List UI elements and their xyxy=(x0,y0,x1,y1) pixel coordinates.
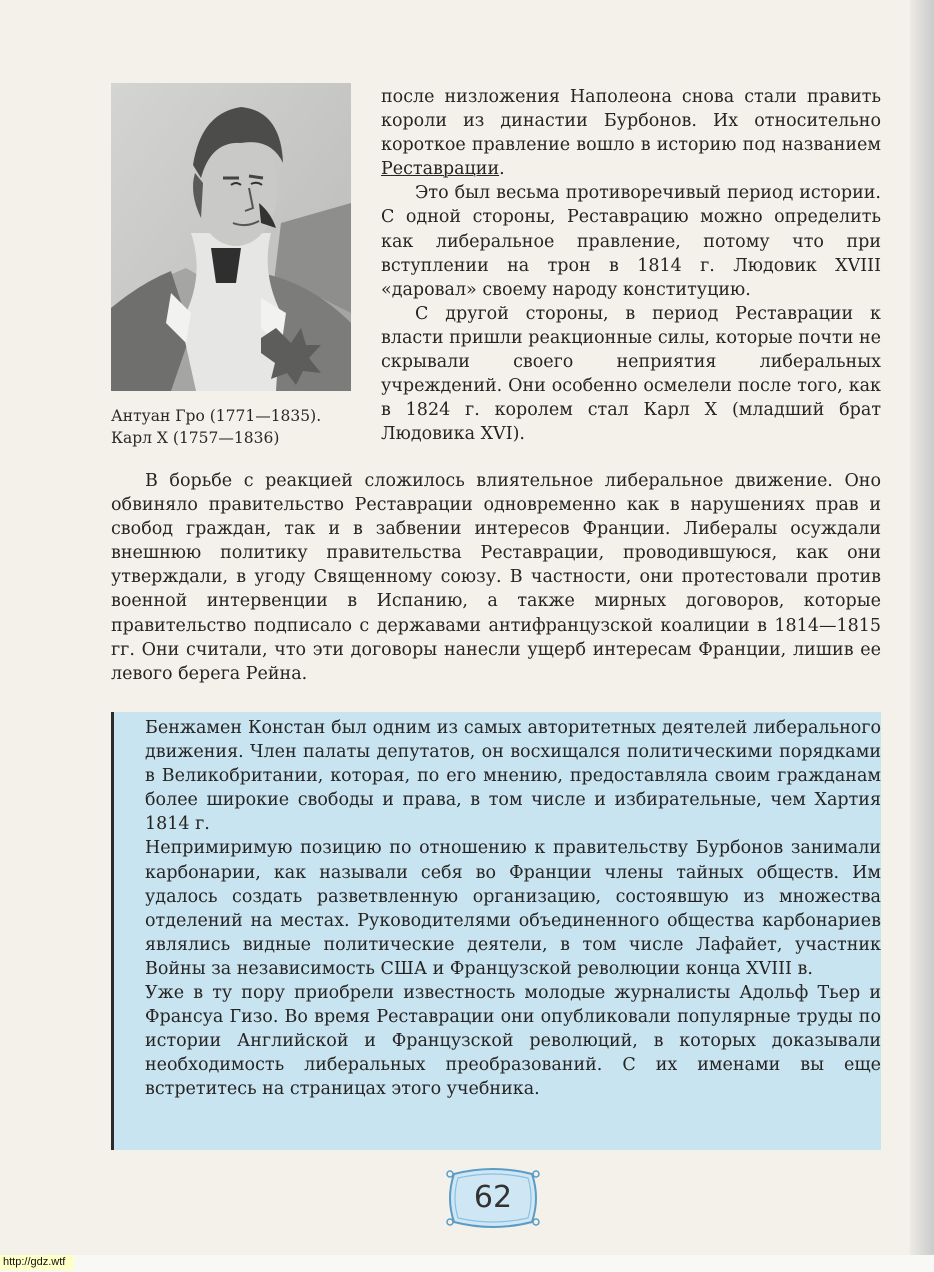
paragraph-reactionary-forces: С другой стороны, в период Реставрации к власти пришли реакционные силы, которые почти не скрывали своего неприятия либеральных учреждений. Они особенно осмелели после того, как в 1824 г. королем стал Карл X (младший брат Людовика XVI). xyxy=(381,303,881,445)
page-number: 62 xyxy=(473,1180,513,1215)
text-column xyxy=(381,85,881,446)
paragraph-liberal-movement: В борьбе с реакцией сложилось влиятельное либеральное движение. Оно обвиняло правительство Реставрации одновременно как в нарушениях прав и свобод граждан, так и в забвении интересов Франции. Либералы осуждали внешнюю политику правительства Реставрации, проводившуюся, как они утверждали, в угоду Священному союзу. В частности, они протестовали против военной интервенции в Испанию, а также мирных договоров, которые правительство подписало с державами антифранцузской коалиции в 1814—1815 гг. Они считали, что эти договоры нанесли ущерб интересам Франции, лишив ее левого берега Рейна. xyxy=(111,471,881,684)
text-run: после низложения Наполеона снова стали править короли из династии Бурбонов. Их относительно короткое правление вошло в историю под названием xyxy=(381,87,881,156)
highlight-box-text xyxy=(145,716,881,1102)
paragraph-restoration-intro xyxy=(381,85,881,181)
paragraph-constant: Бенжамен Констан был одним из самых авторитетных деятелей либерального движения. Член палаты депутатов, он восхищался политическими порядками в Великобритании, которая, по его мнению, предоставляла своим гражданам более широкие свободы и права, в том числе и избирательные, чем Хартия 1814 г. xyxy=(145,718,881,835)
paragraph-journalists: Уже в ту пору приобрели известность молодые журналисты Адольф Тьер и Франсуа Гизо. Во время Реставрации они опубликовали популярные труды по истории Английской и Французской революций, в которых доказывали необходимость либеральных преобразований. С их именами вы еще встретитесь на страницах этого учебника. xyxy=(145,983,881,1100)
portrait-image xyxy=(111,83,351,391)
page-number-badge xyxy=(444,1166,542,1230)
term-restoration: Реставрации xyxy=(381,159,500,180)
portrait-caption xyxy=(111,405,361,449)
caption-line-subject: Карл X (1757—1836) xyxy=(111,429,280,447)
page-edge-shadow xyxy=(910,0,934,1255)
caption-line-author: Антуан Гро (1771—1835). xyxy=(111,407,322,425)
text-run: . xyxy=(499,159,505,180)
watermark-link[interactable]: http://gdz.wtf xyxy=(0,1255,74,1270)
text-full-width xyxy=(111,469,881,686)
bottom-strip xyxy=(0,1255,934,1272)
paragraph-carbonari: Непримиримую позицию по отношению к правительству Бурбонов занимали карбонарии, как называли себя во Франции члены тайных обществ. Им удалось создать разветвленную организацию, состоявшую из множества отделений на местах. Руководителями объединенного общества карбонариев являлись видные политические деятели, в том числе Лафайет, участник Войны за независимость США и Французской революции конца XVIII в. xyxy=(145,838,881,979)
paragraph-contradictory-period: Это был весьма противоречивый период истории. С одной стороны, Реставрацию можно определить как либеральное правление, потому что при вступлении на трон в 1814 г. Людовик XVIII «даровал» своему народу конституцию. xyxy=(381,183,881,300)
